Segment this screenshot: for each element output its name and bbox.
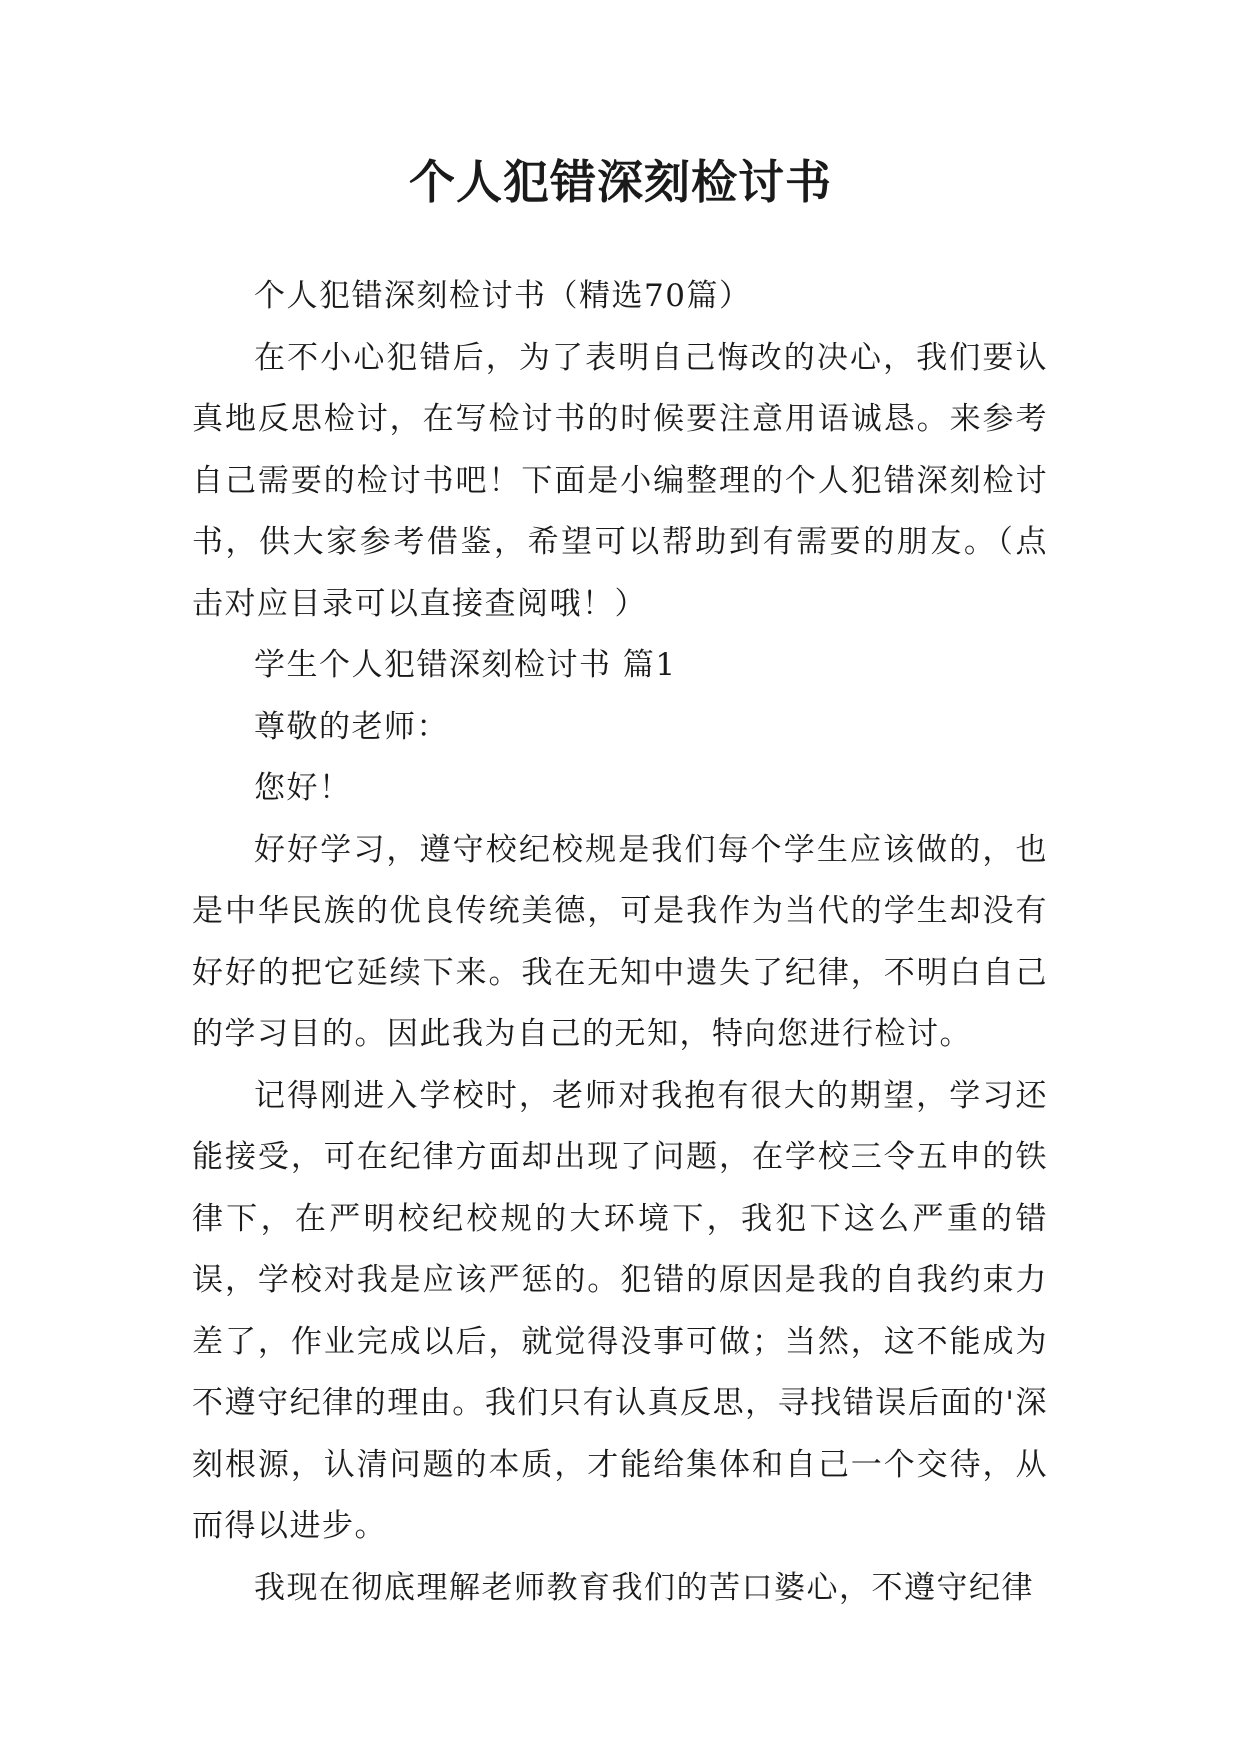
body-paragraph: 记得刚进入学校时，老师对我抱有很大的期望，学习还能接受，可在纪律方面却出现了问题，在学校三令五申的铁律下，在严明校纪校规的大环境下，我犯下这么严重的错误，学校对我是应该严惩的。犯错的原因是我的自我约束力差了，作业完成以后，就觉得没事可做；当然，这不能成为不遵守纪律的理由。我们只有认真反思，寻找错误后面的'深刻根源，认清问题的本质，才能给集体和自己一个交待，从而得以进步。 (192, 1077, 1048, 1544)
body-paragraph: 我现在彻底理解老师教育我们的苦口婆心，不遵守纪律 (254, 1569, 1034, 1606)
greeting: 您好！ (254, 770, 352, 806)
body-paragraph: 好好学习，遵守校纪校规是我们每个学生应该做的，也是中华民族的优良传统美德，可是我作为当代的学生却没有好好的把它延续下来。我在无知中遗失了纪律，不明白自己的学习目的。因此我为自己的无知，特向您进行检讨。 (192, 831, 1048, 1052)
intro-paragraph: 在不小心犯错后，为了表明自己悔改的决心，我们要认真地反思检讨，在写检讨书的时候要注意用语诚恳。来参考自己需要的检讨书吧！下面是小编整理的个人犯错深刻检讨书，供大家参考借鉴，希望可以帮助到有需要的朋友。（点击对应目录可以直接查阅哦！） (192, 339, 1048, 622)
subtitle-paragraph: 个人犯错深刻检讨书（精选70篇） (254, 278, 752, 314)
salutation: 尊敬的老师： (254, 708, 449, 745)
document-body (192, 266, 1048, 1619)
section-heading: 学生个人犯错深刻检讨书 篇1 (254, 647, 677, 683)
document-title: 个人犯错深刻检讨书 (409, 155, 832, 209)
